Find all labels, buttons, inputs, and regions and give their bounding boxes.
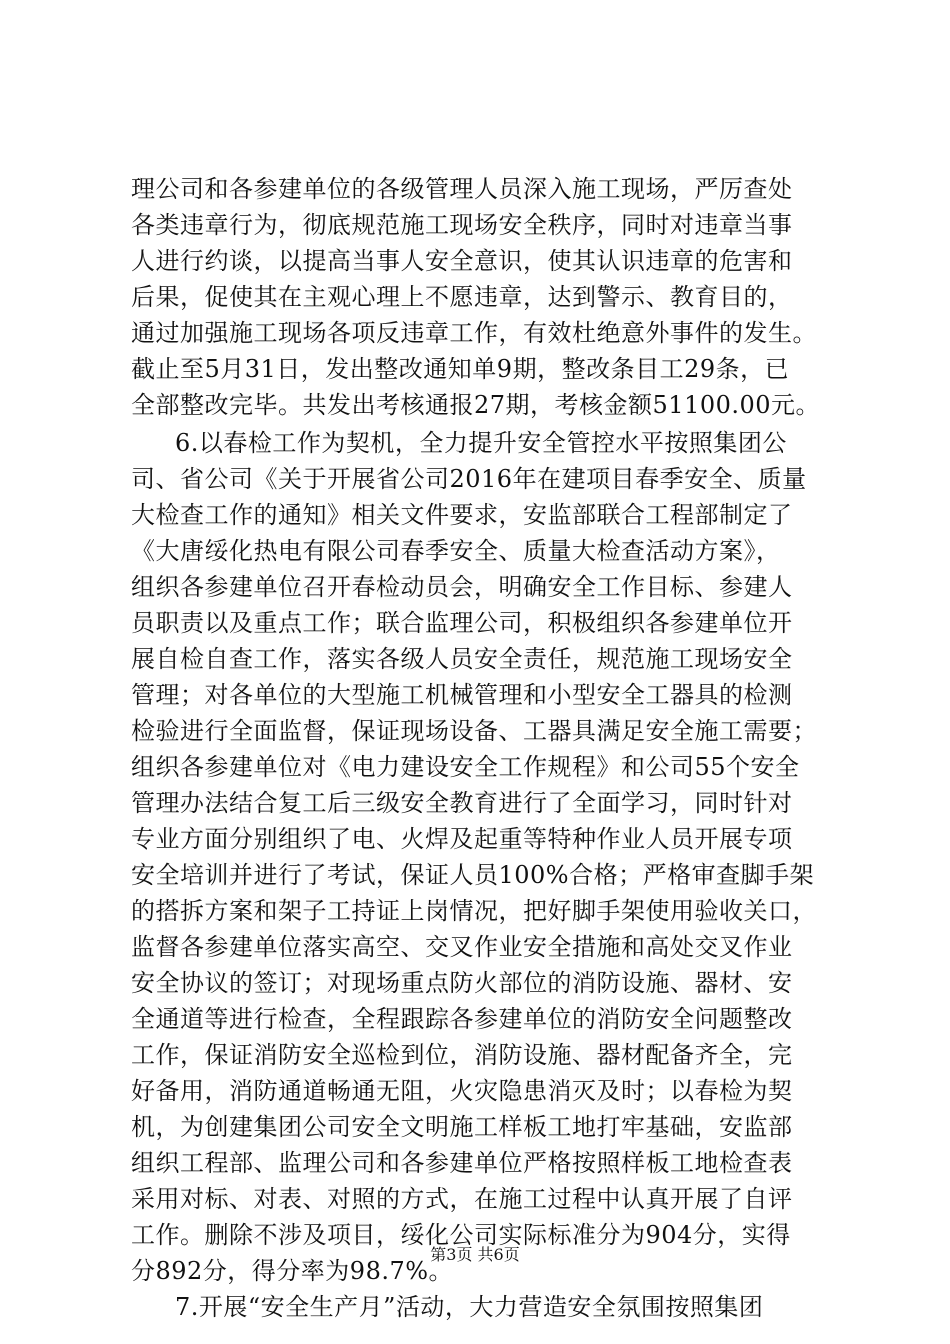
text-line: 理公司和各参建单位的各级管理人员深入施工现场，严厉查处 (131, 175, 793, 203)
text-line: 机，为创建集团公司安全文明施工样板工地打牢基础，安监部 (131, 1113, 793, 1141)
body-paragraphs (131, 425, 851, 1325)
text-line: 好备用，消防通道畅通无阻，火灾隐患消灭及时；以春检为契 (131, 1077, 793, 1105)
text-line: 《大唐绥化热电有限公司春季安全、质量大检查活动方案》， (131, 537, 781, 565)
paragraph-7-first-line: 7.开展“安全生产月”活动，大力营造安全氛围按照集团 (175, 1293, 764, 1321)
text-line: 各类违章行为，彻底规范施工现场安全秩序，同时对违章当事 (131, 211, 793, 239)
text-line: 组织工程部、监理公司和各参建单位严格按照样板工地检查表 (131, 1149, 793, 1177)
paragraph-continuation (131, 171, 851, 423)
text-line: 检验进行全面监督，保证现场设备、工器具满足安全施工需要； (131, 717, 817, 745)
text-line: 截止至5月31日，发出整改通知单9期，整改条目工29条，已 (131, 355, 790, 383)
text-line: 管理；对各单位的大型施工机械管理和小型安全工器具的检测 (131, 681, 793, 709)
text-line: 专业方面分别组织了电、火焊及起重等特种作业人员开展专项 (131, 825, 793, 853)
text-line: 人进行约谈，以提高当事人安全意识，使其认识违章的危害和 (131, 247, 793, 275)
text-line: 全通道等进行检查，全程跟踪各参建单位的消防安全问题整改 (131, 1005, 793, 1033)
text-line: 组织各参建单位对《电力建设安全工作规程》和公司55个安全 (131, 753, 800, 781)
text-line: 展自检自查工作，落实各级人员安全责任，规范施工现场安全 (131, 645, 793, 673)
text-line: 分892分，得分率为98.7%。 (131, 1257, 454, 1285)
text-line: 后果，促使其在主观心理上不愿违章，达到警示、教育目的， (131, 283, 793, 311)
text-line: 采用对标、对表、对照的方式，在施工过程中认真开展了自评 (131, 1185, 793, 1213)
page-number-footer: 第3页 共6页 (430, 1245, 520, 1264)
text-line: 全部整改完毕。共发出考核通报27期，考核金额51100.00元。 (131, 391, 821, 419)
text-line: 大检查工作的通知》相关文件要求，安监部联合工程部制定了 (131, 501, 793, 529)
text-line: 安全协议的签订；对现场重点防火部位的消防设施、器材、安 (131, 969, 793, 997)
text-line: 工作。删除不涉及项目，绥化公司实际标准分为904分，实得 (131, 1221, 791, 1249)
text-line: 司、省公司《关于开展省公司2016年在建项目春季安全、质量 (131, 465, 807, 493)
text-line: 通过加强施工现场各项反违章工作，有效杜绝意外事件的发生。 (131, 319, 817, 347)
text-line: 的搭拆方案和架子工持证上岗情况，把好脚手架使用验收关口， (131, 897, 817, 925)
text-line: 管理办法结合复工后三级安全教育进行了全面学习，同时针对 (131, 789, 793, 817)
text-line: 组织各参建单位召开春检动员会，明确安全工作目标、参建人 (131, 573, 793, 601)
text-line: 员职责以及重点工作；联合监理公司，积极组织各参建单位开 (131, 609, 793, 637)
text-line: 工作，保证消防安全巡检到位，消防设施、器材配备齐全，完 (131, 1041, 793, 1069)
text-line: 监督各参建单位落实高空、交叉作业安全措施和高处交叉作业 (131, 933, 793, 961)
paragraph-6-first-line: 6.以春检工作为契机，全力提升安全管控水平按照集团公 (175, 429, 787, 457)
text-line: 安全培训并进行了考试，保证人员100%合格；严格审查脚手架 (131, 861, 815, 889)
